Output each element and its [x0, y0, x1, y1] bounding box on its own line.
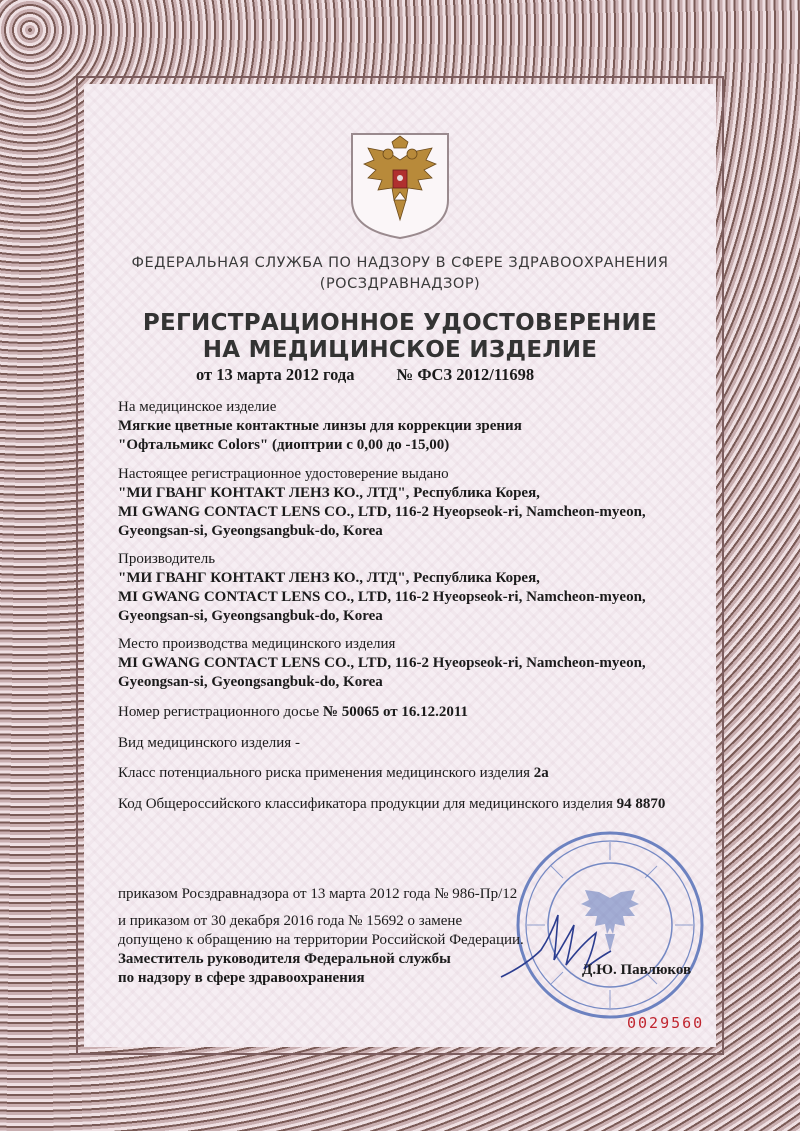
coat-of-arms-icon	[348, 130, 452, 240]
manufacturer-label: Производитель	[118, 551, 216, 567]
signer-title-2: по надзору в сфере здравоохранения	[118, 970, 365, 986]
risk-class-row	[118, 764, 698, 783]
dossier-label: Номер регистрационного досье	[118, 704, 320, 720]
document-title: РЕГИСТРАЦИОННОЕ УДОСТОВЕРЕНИЕ	[142, 310, 658, 336]
order-text-2: и приказом от 30 декабря 2016 года № 15692 о замене	[118, 913, 463, 929]
issued-to-section	[118, 465, 698, 541]
device-label: На медицинское изделие	[118, 399, 277, 415]
issued-to-line3: Gyeongsan-si, Gyeongsangbuk-do, Korea	[118, 523, 383, 539]
device-type-row	[118, 734, 698, 753]
okp-code-row	[118, 795, 698, 814]
dossier-row	[118, 703, 698, 722]
order-1-row	[118, 885, 698, 904]
manufacturer-line3: Gyeongsan-si, Gyeongsangbuk-do, Korea	[118, 608, 383, 624]
device-name-line2: "Офтальмикс Colors" (диоптрии с 0,00 до -15,00)	[118, 437, 450, 453]
okp-code-label: Код Общероссийского классификатора продукции для медицинского изделия	[118, 796, 613, 812]
agency-name: ФЕДЕРАЛЬНАЯ СЛУЖБА ПО НАДЗОРУ В СФЕРЕ ЗДРАВООХРАНЕНИЯ	[131, 255, 669, 271]
agency-abbreviation: (РОСЗДРАВНАДЗОР)	[319, 276, 481, 292]
issued-to-line2: MI GWANG CONTACT LENS CO., LTD, 116-2 Hyeopseok-ri, Namcheon-myeon,	[118, 504, 646, 520]
document-subtitle: НА МЕДИЦИНСКОЕ ИЗДЕЛИЕ	[202, 337, 598, 363]
device-name-line1: Мягкие цветные контактные линзы для коррекции зрения	[118, 418, 522, 434]
serial-number: 0029560	[627, 1014, 705, 1032]
production-site-line2: Gyeongsan-si, Gyeongsangbuk-do, Korea	[118, 674, 383, 690]
registration-number: № ФСЗ 2012/11698	[396, 365, 535, 384]
signer-title-1: Заместитель руководителя Федеральной службы	[118, 951, 451, 967]
manufacturer-line1: "МИ ГВАНГ КОНТАКТ ЛЕНЗ КО., ЛТД", Республика Корея,	[118, 570, 540, 586]
production-site-section	[118, 635, 698, 692]
risk-class-label: Класс потенциального риска применения медицинского изделия	[118, 765, 531, 781]
risk-class-value: 2а	[533, 765, 549, 781]
device-type-label: Вид медицинского изделия -	[118, 735, 300, 751]
manufacturer-section	[118, 550, 698, 626]
manufacturer-line2: MI GWANG CONTACT LENS CO., LTD, 116-2 Hyeopseok-ri, Namcheon-myeon,	[118, 589, 646, 605]
signer-name: Д.Ю. Павлюков	[582, 962, 692, 978]
issued-to-label: Настоящее регистрационное удостоверение выдано	[118, 466, 449, 482]
issue-date: от 13 марта 2012 года	[196, 365, 355, 384]
dossier-value: № 50065 от 16.12.2011	[322, 704, 469, 720]
order-text-1: приказом Росздравнадзора от 13 марта 2012 года № 986-Пр/12	[118, 886, 518, 902]
production-site-label: Место производства медицинского изделия	[118, 636, 396, 652]
order-text-3: допущено к обращению на территории Российской Федерации.	[118, 932, 524, 948]
device-section	[118, 398, 698, 455]
issued-to-line1: "МИ ГВАНГ КОНТАКТ ЛЕНЗ КО., ЛТД", Республика Корея,	[118, 485, 540, 501]
okp-code-value: 94 8870	[616, 796, 666, 812]
issue-date-line	[196, 365, 534, 385]
production-site-line1: MI GWANG CONTACT LENS CO., LTD, 116-2 Hyeopseok-ri, Namcheon-myeon,	[118, 655, 646, 671]
